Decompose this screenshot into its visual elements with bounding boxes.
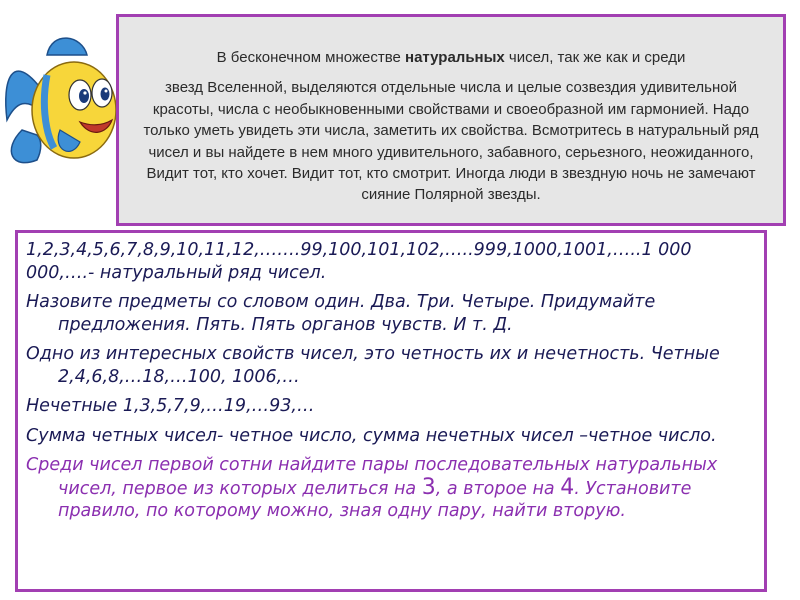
intro-bold-word: натуральных: [405, 49, 505, 66]
sum-paragraph: Сумма четных чисел- четное число, сумма нечетных чисел –четное число.: [26, 425, 717, 446]
cartoon-fish-icon: [2, 30, 120, 175]
intro-rest: звезд Вселенной, выделяются отдельные числа и целые созвездия удивительной красоты, числа с необыкновенными свойствами и своеобразной им гармонией. Надо только уметь увидеть эти числа, заметить их свойства. Всмотритесь в натуральный ряд чисел и вы найдете в нем много удивительного, забавного, серьезного, неожиданного, Видит тот, кто хочет. Видит тот, кто смотрит. Иногда люди в звездную ночь не замечают сияние Полярной звезды.: [143, 79, 759, 204]
task-paragraph: [26, 454, 756, 523]
task-number-3: 3: [421, 474, 436, 500]
objects-paragraph: Назовите предметы со словом один. Два. Три. Четыре. Придумайте предложения. Пять. Пять органов чувств. И т. Д.: [26, 292, 656, 335]
task-text-b: , а второе на: [435, 478, 561, 499]
task-text-a: Среди чисел первой сотни найдите пары последовательных натуральных чисел, первое из которых делиться на: [26, 455, 718, 499]
intro-post: чисел, так же как и среди: [504, 49, 686, 66]
task-text-c: . Установите правило, по которому можно, зная одну пару, найти вторую.: [58, 478, 692, 521]
task-number-4: 4: [560, 474, 575, 500]
lesson-text-box: [15, 230, 767, 592]
intro-pre: В бесконечном множестве: [216, 49, 406, 66]
intro-text-box: [116, 14, 786, 226]
intro-first-line: [139, 47, 763, 68]
natural-series-paragraph: 1,2,3,4,5,6,7,8,9,10,11,12,…….99,100,101,102,…..999,1000,1001,…..1 000 000,….- натуральный ряд чисел.: [26, 240, 692, 283]
parity-paragraph: Одно из интересных свойств чисел, это четность их и нечетность. Четные 2,4,6,8,…18,…100, 1006,…: [26, 344, 720, 387]
odd-numbers-paragraph: Нечетные 1,3,5,7,9,…19,…93,…: [26, 396, 315, 416]
